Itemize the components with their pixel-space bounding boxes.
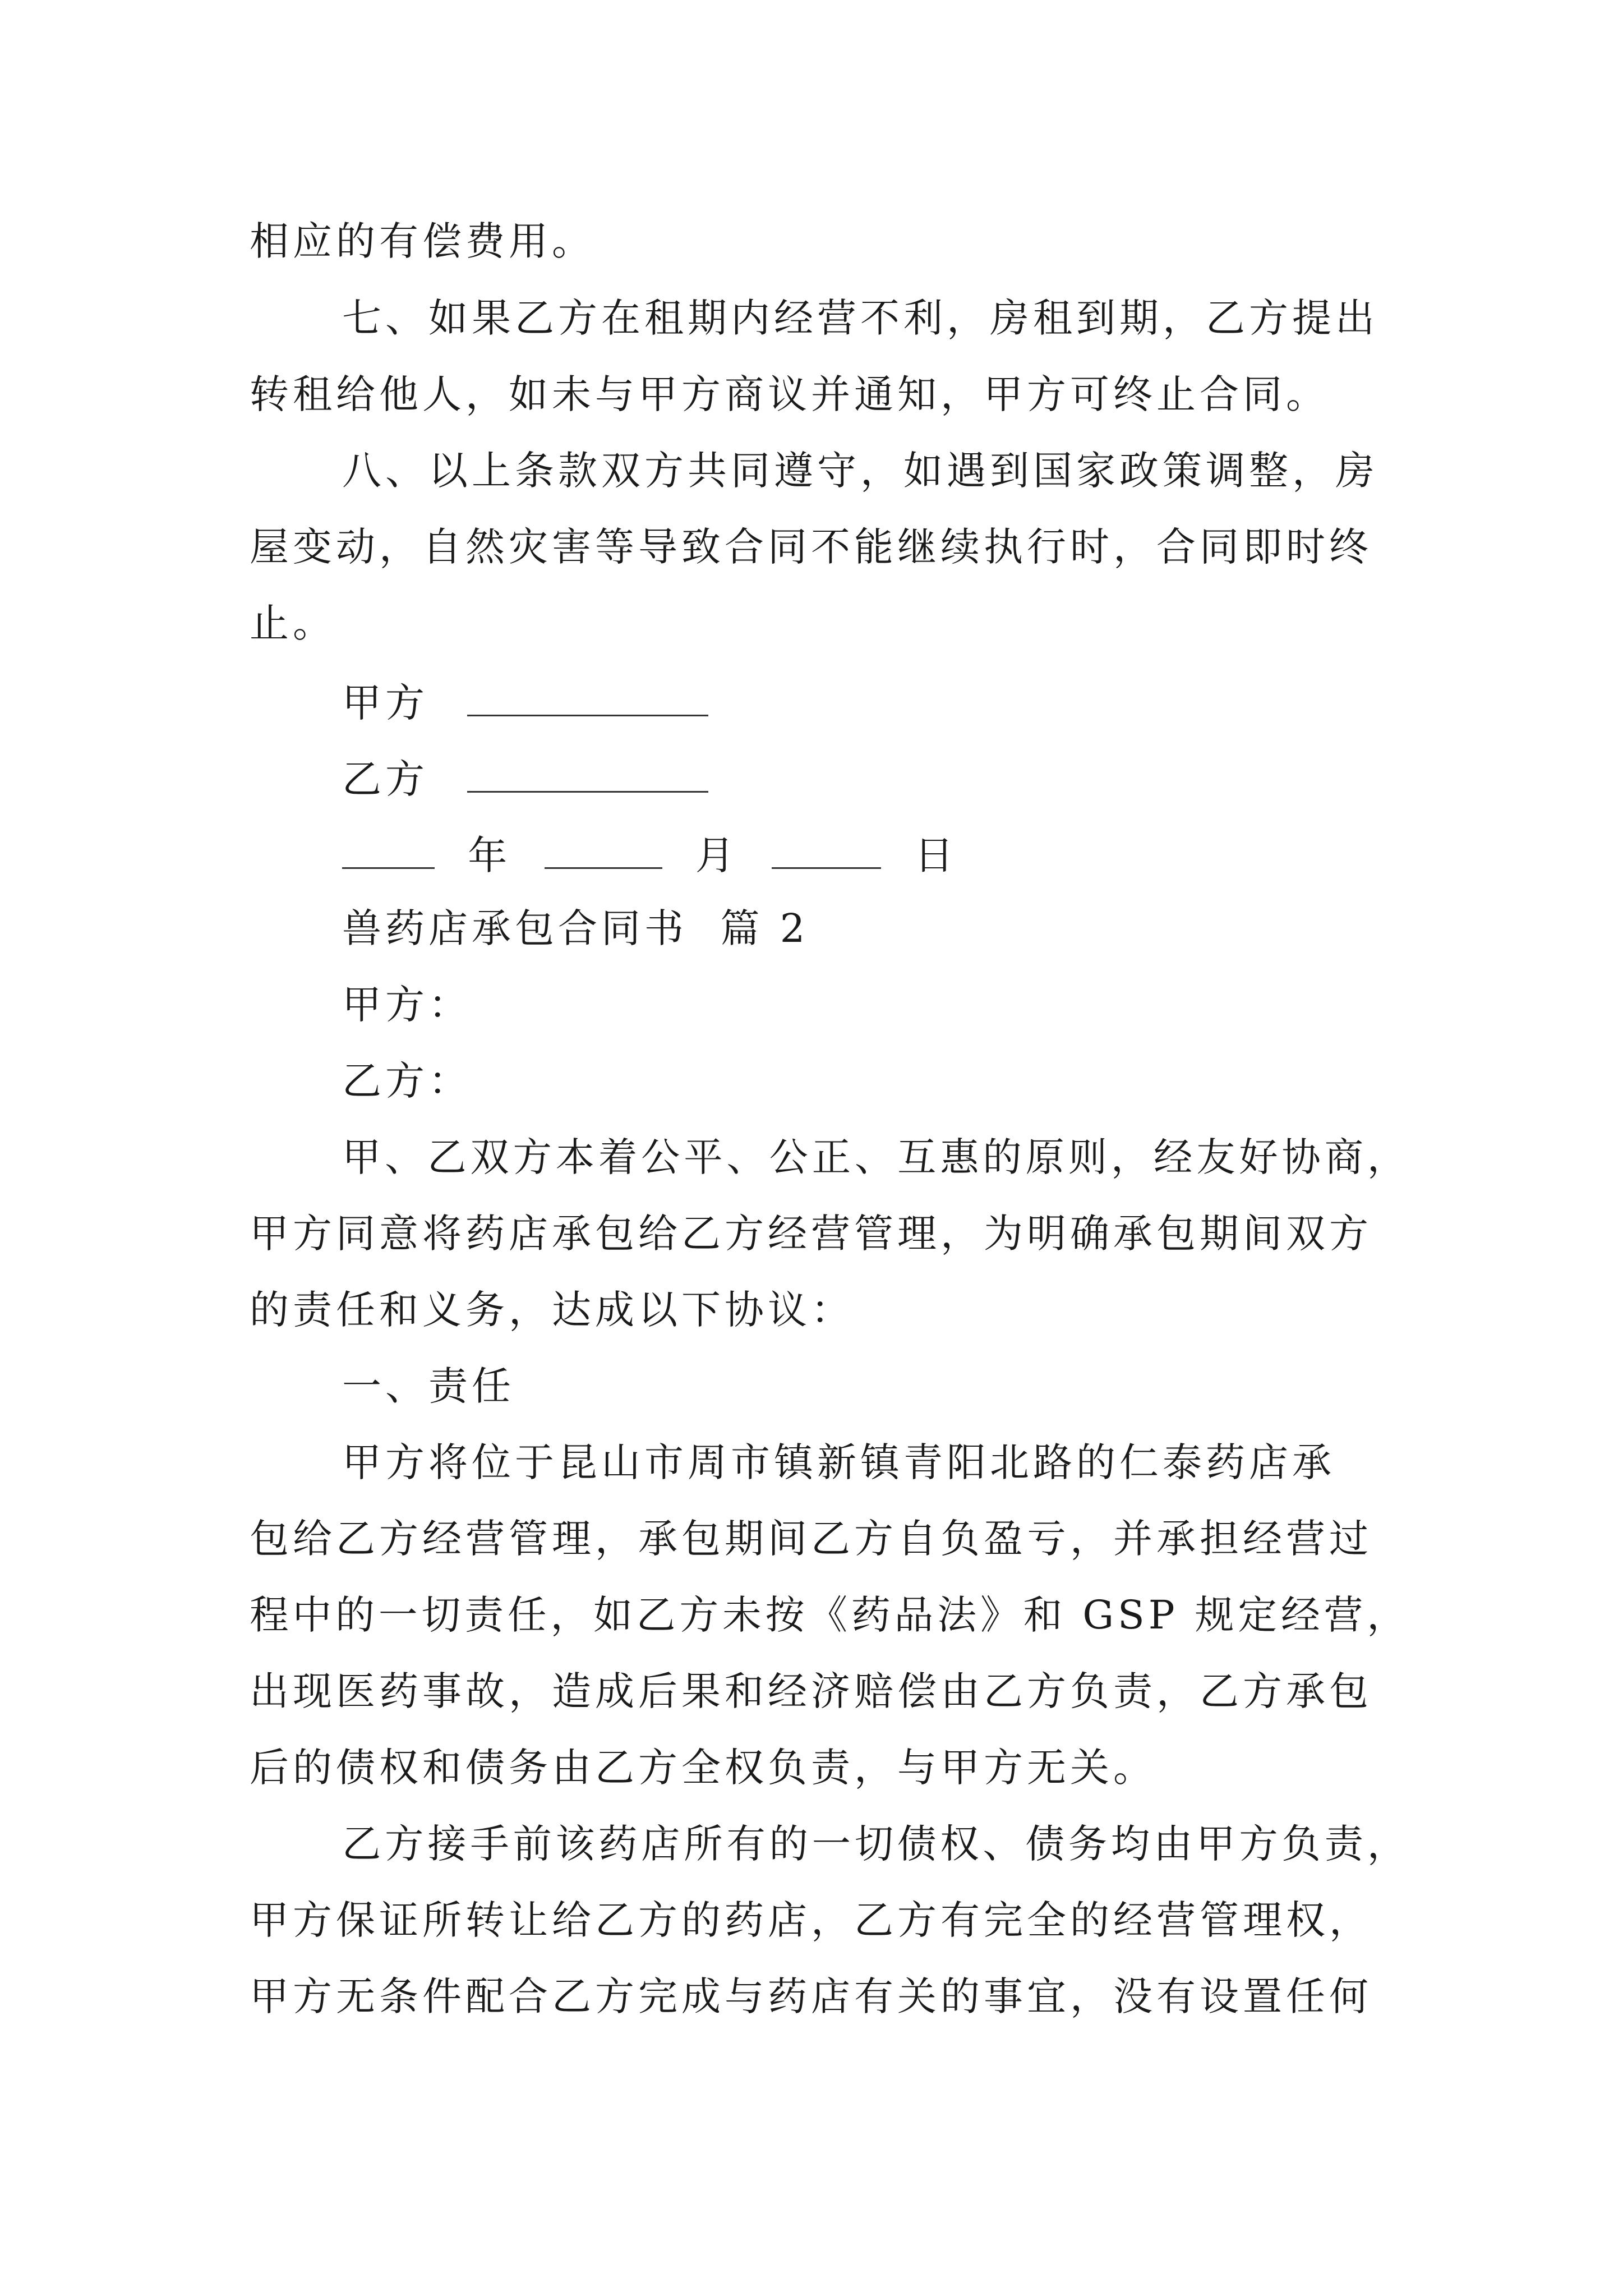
intro-line: 甲方同意将药店承包给乙方经营管理，为明确承包期间双方 <box>250 1211 1372 1257</box>
party-a-signature <box>342 680 708 726</box>
party-a-blank <box>467 680 708 716</box>
year-blank <box>342 832 435 869</box>
para2-line: 甲方无条件配合乙方完成与药店有关的事宜，没有设置任何 <box>250 1973 1372 2019</box>
party-b-label: 乙方 <box>342 756 428 802</box>
party-a-line: 甲方： <box>342 982 472 1028</box>
heading-responsibility: 一、责任 <box>342 1363 515 1409</box>
clause-8-line: 八、以上条款双方共同遵守，如遇到国家政策调整，房 <box>342 448 1378 494</box>
para2-line: 甲方保证所转让给乙方的药店，乙方有完全的经营管理权， <box>250 1897 1372 1943</box>
text-line: 屋变动，自然灾害等导致合同不能继续执行时，合同即时终 <box>250 524 1372 570</box>
para1-line: 出现医药事故，造成后果和经济赔偿由乙方负责，乙方承包 <box>250 1668 1372 1714</box>
month-label: 月 <box>695 832 739 878</box>
intro-line: 的责任和义务，达成以下协议： <box>250 1287 854 1333</box>
text-line: 相应的有偿费用。 <box>250 218 595 264</box>
section-title: 兽药店承包合同书 篇 2 <box>342 905 809 951</box>
party-b-blank <box>467 756 708 793</box>
para1-line: 后的债权和债务由乙方全权负责，与甲方无关。 <box>250 1745 1156 1791</box>
intro-line: 甲、乙双方本着公平、公正、互惠的原则，经友好协商， <box>342 1134 1410 1180</box>
para1-line: 甲方将位于昆山市周市镇新镇青阳北路的仁泰药店承 <box>342 1439 1335 1485</box>
day-blank <box>772 832 881 869</box>
party-a-label: 甲方 <box>342 680 428 726</box>
para1-line: 包给乙方经营管理，承包期间乙方自负盈亏，并承担经营过 <box>250 1516 1372 1562</box>
party-b-line: 乙方： <box>342 1058 472 1104</box>
text-line: 止。 <box>250 600 336 646</box>
month-blank <box>545 832 662 869</box>
text-line: 转租给他人，如未与甲方商议并通知，甲方可终止合同。 <box>250 371 1329 417</box>
party-b-signature <box>342 756 708 802</box>
date-line <box>342 832 958 878</box>
clause-7-line: 七、如果乙方在租期内经营不利，房租到期，乙方提出 <box>342 295 1378 341</box>
para2-line: 乙方接手前该药店所有的一切债权、债务均由甲方负责， <box>342 1821 1410 1867</box>
year-label: 年 <box>468 832 511 878</box>
day-label: 日 <box>914 832 958 878</box>
para1-line: 程中的一切责任，如乙方未按《药品法》和 GSP 规定经营， <box>250 1592 1410 1638</box>
